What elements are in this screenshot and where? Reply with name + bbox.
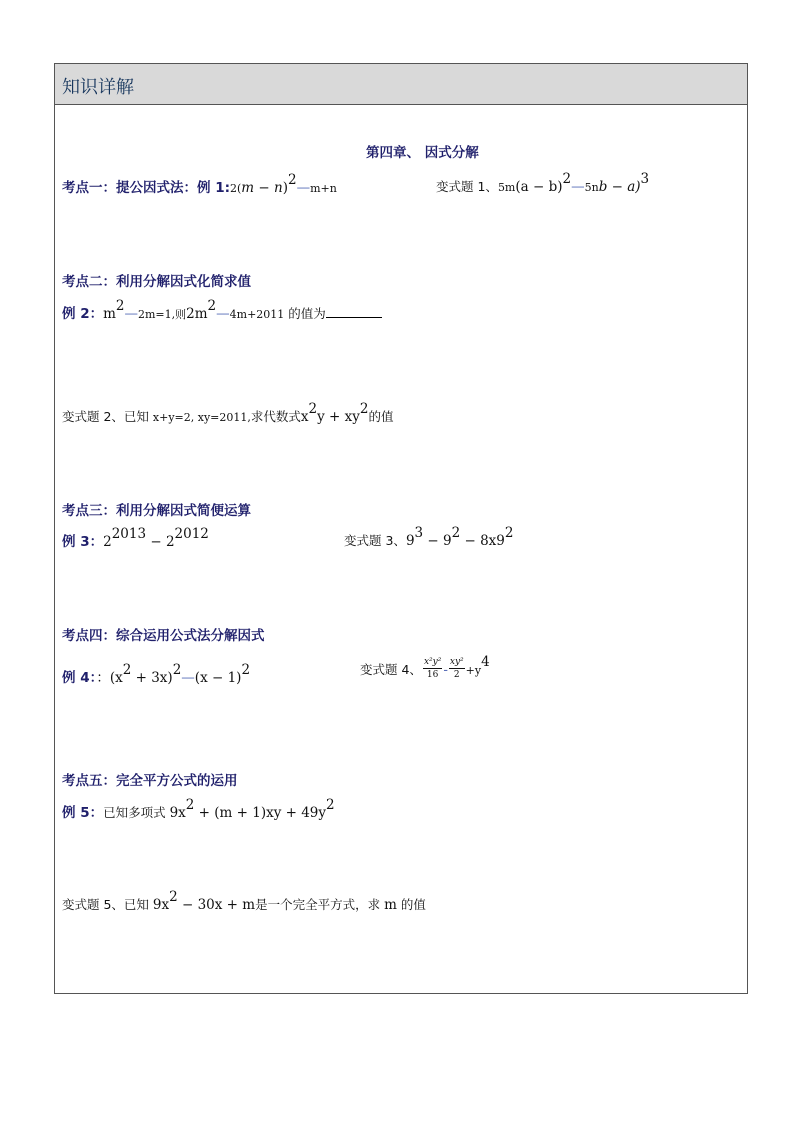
fraction-1: $\frac{\text{x²y²}}{16}$ bbox=[423, 657, 442, 680]
point5-example: 例 5：已知多项式 $9x^2 + (m + 1)xy + 49y^2$ bbox=[62, 796, 335, 821]
point2-label: 例 2： bbox=[62, 306, 104, 322]
answer-blank bbox=[326, 305, 382, 318]
variant1: 变式题 1、$5m(a - b)^2—5nb - a)^3$ bbox=[436, 170, 650, 195]
section-header bbox=[55, 64, 747, 105]
variant4-label: 变式题 4、 bbox=[360, 662, 422, 677]
variant1-label: 变式题 1、 bbox=[436, 179, 498, 194]
variant3-label: 变式题 3、 bbox=[344, 533, 406, 548]
variant2-label: 变式题 2、已知 bbox=[62, 409, 153, 424]
variant5: 变式题 5、已知 $9x^2 - 30x + m$是一个完全平方式，求 m 的值 bbox=[62, 888, 426, 913]
variant2: 变式题 2、已知 x+y=2, xy=2011,求代数式$x^2y + xy^2$的值 bbox=[62, 400, 394, 425]
variant5-label: 变式题 5、已知 bbox=[62, 897, 153, 912]
point3-label: 例 3： bbox=[62, 534, 104, 550]
point4-label: 例 4： bbox=[62, 670, 97, 686]
section-title: 知识详解 bbox=[62, 77, 134, 98]
point3-example: 例 3：$2^{2013} - 2^{2012}$ bbox=[62, 525, 209, 550]
variant4: 变式题 4、 $\frac{\text{x²y²}}{16}$ - $\frac{\text{xy²}}{2}$ $+y^4$ bbox=[360, 653, 490, 680]
point1-example: 考点一：提公因式法：例 1:2(m − n)$^2$—m+n bbox=[62, 171, 337, 196]
point4-heading: 考点四：综合运用公式法分解因式 bbox=[62, 628, 265, 644]
point2-heading: 考点二：利用分解因式化简求值 bbox=[62, 274, 251, 290]
point3-heading: 考点三：利用分解因式简便运算 bbox=[62, 503, 251, 519]
content-frame bbox=[54, 63, 748, 994]
chapter-title: 第四章、 因式分解 bbox=[366, 145, 479, 161]
variant3: 变式题 3、$9^3 - 9^2 - 8x9^2$ bbox=[344, 524, 514, 549]
point1-label: 考点一：提公因式法：例 1: bbox=[62, 180, 230, 196]
point5-label: 例 5： bbox=[62, 805, 104, 821]
fraction-2: $\frac{\text{xy²}}{2}$ bbox=[449, 657, 464, 680]
point4-example: 例 4：：($x^2$ + $3x)^2—(x - 1)^2$ bbox=[62, 661, 251, 686]
point5-heading: 考点五：完全平方公式的运用 bbox=[62, 773, 238, 789]
point2-example: 例 2：$m^2—2m=1$,则$2m^2—4m+2011$ 的值为 bbox=[62, 302, 382, 322]
